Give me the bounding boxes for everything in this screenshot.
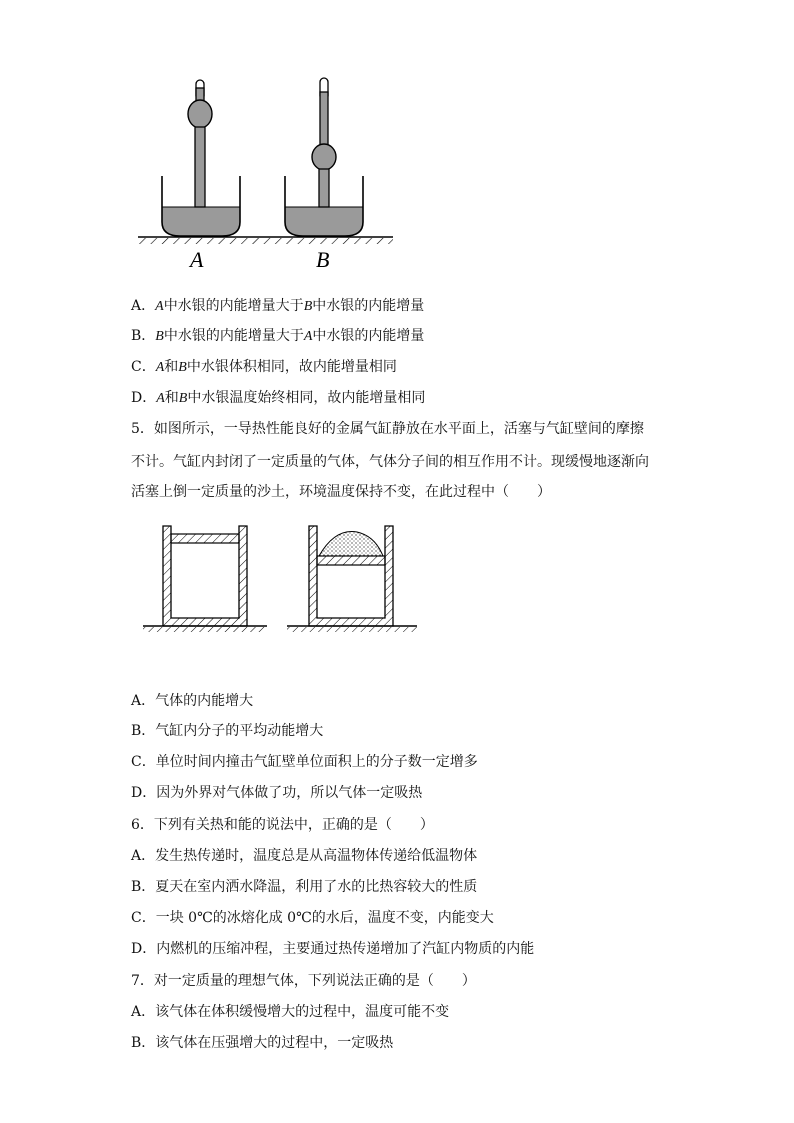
cylinder-right <box>287 526 417 632</box>
q5-option-d: D．因为外界对气体做了功，所以气体一定吸热 <box>131 785 423 801</box>
q4-option-a: A．A中水银的内能增量大于B中水银的内能增量 <box>131 298 425 314</box>
q6-option-a: A．发生热传递时，温度总是从高温物体传递给低温物体 <box>131 848 478 864</box>
q5-stem-line-2: 不计。气缸内封闭了一定质量的气体，气体分子间的相互作用不计。现缓慢地逐渐向 <box>131 454 649 470</box>
q5-option-a: A．气体的内能增大 <box>131 693 254 709</box>
q5-stem-line-1: 5．如图所示，一导热性能良好的金属气缸静放在水平面上，活塞与气缸壁间的摩擦 <box>131 421 644 437</box>
q5-option-c: C．单位时间内撞击气缸壁单位面积上的分子数一定增多 <box>131 754 478 770</box>
q7-option-a: A．该气体在体积缓慢增大的过程中，温度可能不变 <box>131 1004 450 1020</box>
piston-left <box>171 534 239 543</box>
piston-right <box>317 556 385 565</box>
ground-hatch <box>138 238 393 244</box>
figure-thermometers <box>130 72 430 272</box>
q4-option-c: C．A和B中水银体积相同，故内能增量相同 <box>131 359 397 375</box>
thermometer-b <box>312 78 336 207</box>
q6-stem: 6．下列有关热和能的说法中，正确的是（ ） <box>131 817 434 833</box>
q6-option-c: C．一块 0℃的冰熔化成 0℃的水后，温度不变，内能变大 <box>131 910 494 926</box>
q7-stem: 7．对一定质量的理想气体，下列说法正确的是（ ） <box>131 973 476 989</box>
q7-option-b: B．该气体在压强增大的过程中，一定吸热 <box>131 1035 394 1051</box>
q6-option-d: D．内燃机的压缩冲程，主要通过热传递增加了汽缸内物质的内能 <box>131 941 535 957</box>
q5-option-b: B．气缸内分子的平均动能增大 <box>131 723 324 739</box>
q6-option-b: B．夏天在室内洒水降温，利用了水的比热容较大的性质 <box>131 879 478 895</box>
thermometer-a <box>188 80 212 207</box>
cylinder-left <box>143 526 267 632</box>
label-b: B <box>316 247 330 272</box>
q4-option-b: B．B中水银的内能增量大于A中水银的内能增量 <box>131 328 425 344</box>
q5-stem-line-3: 活塞上倒一定质量的沙土，环境温度保持不变，在此过程中（ ） <box>131 484 551 500</box>
q4-option-d: D．A和B中水银温度始终相同，故内能增量相同 <box>131 390 426 406</box>
sand-pile <box>319 532 383 557</box>
label-a: A <box>190 247 204 272</box>
figure-cylinders <box>135 518 435 648</box>
